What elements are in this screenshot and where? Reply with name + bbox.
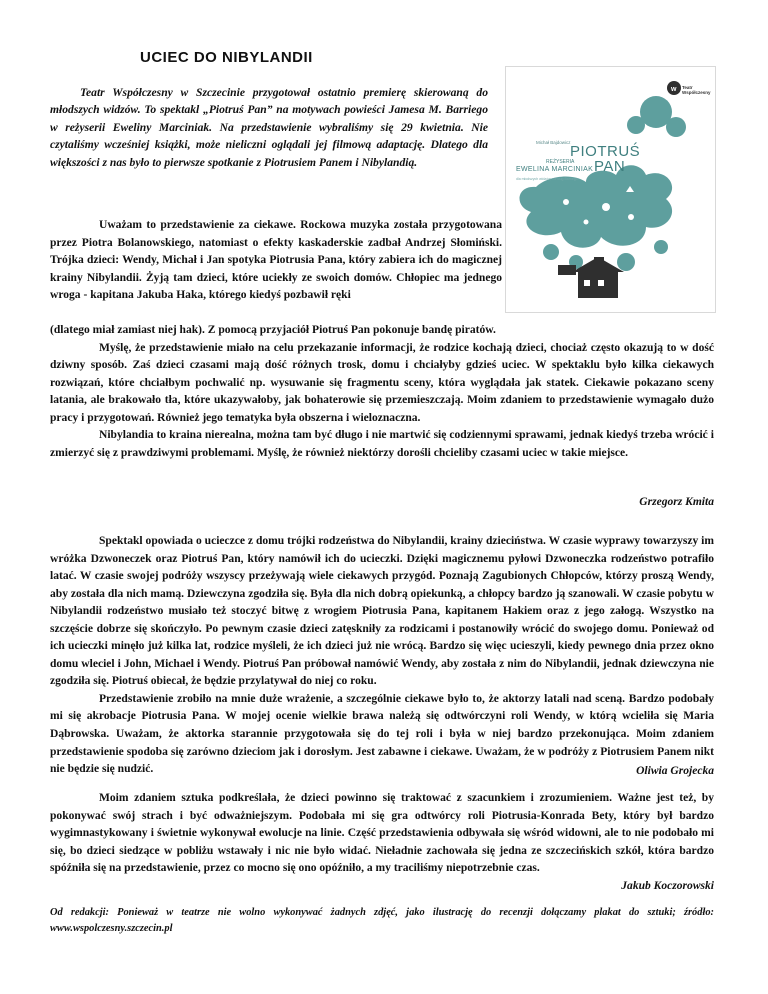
poster-title-line1: PIOTRUŚ (570, 143, 641, 160)
review3-paragraph1: Moim zdaniem sztuka podkreślała, że dzieci powinno się traktować z szacunkiem i zrozumieniem. Ważne jest też, by pokonywać swój strach i być odważniejszym. Podobała mi się gra odtwórcy roli Piotrusia-Konrada Bety, który był bardzo wygimnastykowany i świetnie wykonywał ewolucje na linie. Część przedstawienia odbywała się wśród widowni, ale to nie podobało mi się, bo dzieci siedzące w pobliżu wstawały i nic nie było widać. Nieładnie zachowała się jedna ze szczecińskich szkół, która bardzo spóźniła się na przedstawienie, przez co mocno się ono opóźniło, a my traciliśmy niepotrzebnie czas. (50, 792, 714, 875)
poster-author: Michał Bajdowicz (536, 140, 571, 145)
review1-first-part (50, 217, 502, 305)
review3-author: Jakub Koczorowski (621, 880, 714, 892)
review1-author: Grzegorz Kmita (639, 496, 714, 508)
play-poster (505, 66, 716, 313)
review2-paragraph1: Spektakl opowiada o ucieczce z domu trójki rodzeństwa do Nibylandii, krainy dzieciństwa. W czasie wyprawy towarzyszy im wróżka Dzwoneczek oraz Piotruś Pan, który namówił ich do ucieczki. Dzięki magicznemu pyłowi Dzwoneczka rodzeństwo potrafiło latać. W czasie swojej podróży wszyscy przeżywają wiele ciekawych przygód. Poznają Zagubionych Chłopców, którzy proszą Wendy, aby została dla nich mamą. Dziewczyna zgodziła się. Była dla nich dobrą opiekunką, a chłopcy bardzo ją szanowali. W czasie pobytu w Nibylandii rodzeństwo musiało też stoczyć bitwę z wrogiem Piotrusia Pana, kapitanem Hakiem oraz z jego załogą. Wszystko na szczęście dobrze się skończyło. Po pewnym czasie dzieci zatęskniły za rodzicami i postanowiły wrócić do swojego domu. Ponieważ od ich ucieczki minęło już kilka lat, rodzice myśleli, że ich dzieci już nie wrócą. Bardzo się więc ucieszyli, kiedy pewnego dnia przez okno domu wleciel i John, Michael i Wendy. Piotruś Pan próbował namówić Wendy, aby została z nim do Nibylandii, jednak dziewczyna nie zgodziła się. Piotruś obiecał, że będzie przylatywał do niej co roku. (50, 535, 714, 688)
intro-paragraph: Teatr Współczesny w Szczecinie przygotował ostatnio premierę skierowaną do młodszych widzów. To spektakl „Piotruś Pan” na motywach powieści Jamesa M. Barriego w reżyserii Eweliny Marciniak. Na przedstawienie wybraliśmy się 29 kwietnia. Nie czytaliśmy wcześniej książki, może nieliczni oglądali jej filmową adaptację. Dlatego dla większości z nas było to pierwsze spotkanie z Piotrusiem Panem i Nibylandią. (50, 86, 488, 169)
review2-author: Oliwia Grojecka (636, 765, 714, 777)
review2 (50, 533, 714, 779)
review2-paragraph2: Przedstawienie zrobiło na mnie duże wrażenie, a szczególnie ciekawe było to, że aktorzy latali nad sceną. Bardzo podobały mi się akrobacje Piotrusia Pana. W mojej ocenie wielkie brawa należą się odtwórczyni roli Wendy, w którą wcieliła się Maria Dąbrowska. Uważam, że aktorka starannie przygotowała się do tej roli i była w niej bardzo przekonująca. Moim zdaniem przedstawienie spodoba się zarówno dzieciom jak i dorosłym. Jest zabawne i ciekawe. Uważam, że w podróży z Piotrusiem Panem nikt nie będzie się nudzić. (50, 692, 714, 776)
editorial-footnote: Od redakcji: Ponieważ w teatrze nie wolno wykonywać żadnych zdjęć, jako ilustrację do recenzji dołączamy plakat do sztuki; źródło: www.wspolczesny.szczecin.pl (50, 907, 714, 934)
article-title: UCIEC DO NIBYLANDII (140, 49, 313, 66)
poster-illustration (506, 67, 715, 312)
poster-small-print: dla młodszych widzów, według Barriego (516, 177, 578, 181)
svg-text:w: w (671, 86, 677, 93)
review1-paragraph1-end: (dlatego miał zamiast niej hak). Z pomocą przyjaciół Piotruś Pan pokonuje bandę piratów. (50, 324, 496, 336)
review1-paragraph2: Myślę, że przedstawienie miało na celu przekazanie informacji, że rodzice kochają dzieci, chociaż często okazują to w dość dziwny sposób. Zaś dzieci czasami mają dość różnych trosk, domu i chciałyby gdzieś uciec. W spektaklu było kilka ciekawych rozwiązań, które chciałbym pochwalić np. wysuwanie się fragmentu sceny, która wyglądała jak statek. Ciekawie pokazano sceny latania, ale brakowało tła, które ukazywałoby, jak bohaterowie się przemieszczają. Moim zdaniem to przedstawienie wymagało dużo pracy i przygotowań. Również jego tematyka była obszerna i wieloznaczna. (50, 341, 714, 424)
poster-director-name: EWELINA MARCINIAK (516, 166, 594, 173)
review1-rest (50, 322, 714, 462)
poster-brand: Teatr Współczesny (682, 85, 711, 95)
poster-title-line2: PAN (594, 158, 626, 175)
review3 (50, 790, 714, 878)
poster-director-label: REŻYSERIA (546, 159, 575, 165)
review1-paragraph1: Uważam to przedstawienie za ciekawe. Rockowa muzyka została przygotowana przez Piotra Bolanowskiego, natomiast o efekty kaskaderskie zadbał Andrzej Słomiński. Trójka dzieci: Wendy, Michał i Jan spotyka Piotrusia Pana, który zabiera ich do magicznej krainy Nibylandii. Żyją tam dzieci, które uciekły ze swoich domów. Chłopiec ma jednego wroga - kapitana Jakuba Haka, którego kiedyś pozbawił ręki (50, 219, 502, 302)
review1-paragraph3: Nibylandia to kraina nierealna, można tam być długo i nie martwić się codziennymi sprawami, jednak kiedyś trzeba wrócić i zmierzyć się z prawdziwymi problemami. Myślę, że również niektórzy dorośli chcieliby czasami uciec w takie miejsce. (50, 429, 714, 459)
